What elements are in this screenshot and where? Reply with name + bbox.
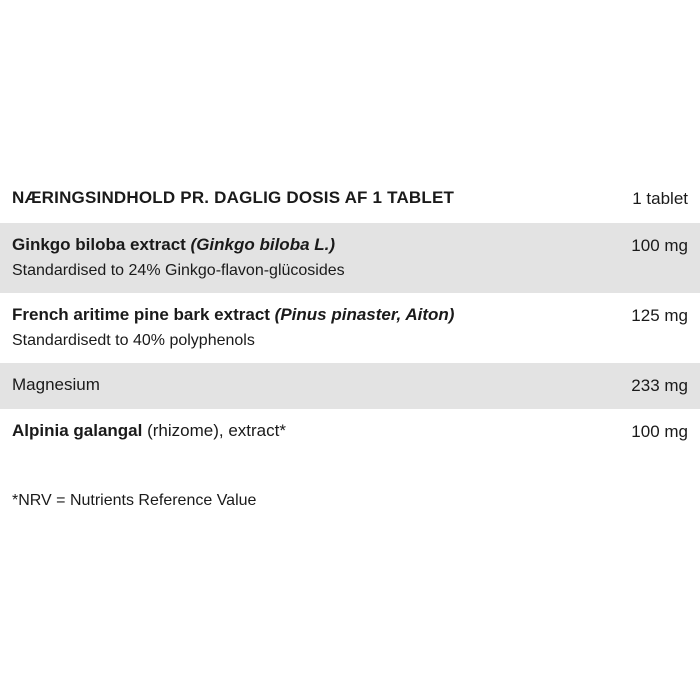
nrv-footnote: *NRV = Nutrients Reference Value — [12, 492, 257, 509]
ingredient-cell — [12, 304, 631, 352]
nutrition-table — [0, 177, 700, 455]
table-header-row — [0, 177, 700, 223]
table-row — [0, 363, 700, 409]
ingredient-name — [12, 234, 615, 257]
ingredient-cell — [12, 234, 631, 282]
ingredient-name — [12, 420, 615, 443]
ingredient-name-text: French aritime pine bark extract — [12, 305, 270, 325]
ingredient-qualifier: (rhizome), extract* — [142, 421, 286, 441]
ingredient-latin-name: (Pinus pinaster, Aiton) — [269, 305, 455, 325]
ingredient-cell — [12, 374, 631, 397]
table-header-left — [12, 187, 632, 209]
ingredient-latin-name: (Ginkgo biloba L.) — [185, 234, 336, 254]
ingredient-amount: 100 mg — [631, 422, 688, 442]
ingredient-amount: 125 mg — [631, 306, 688, 326]
ingredient-amount: 100 mg — [631, 235, 688, 255]
ingredient-description: Standardisedt to 40% polyphenols — [12, 332, 255, 349]
table-row — [0, 409, 700, 455]
ingredient-name — [12, 374, 615, 397]
ingredient-amount: 233 mg — [631, 376, 688, 396]
table-header-title: NÆRINGSINDHOLD PR. DAGLIG DOSIS AF 1 TABLET — [12, 188, 455, 207]
table-header-amount: 1 tablet — [632, 189, 688, 208]
ingredient-name-text: Alpinia galangal — [12, 421, 143, 441]
table-row — [0, 223, 700, 293]
table-row — [0, 293, 700, 363]
ingredient-cell — [12, 420, 631, 443]
ingredient-name-text: Ginkgo biloba extract — [12, 234, 186, 254]
ingredient-name-text: Magnesium — [12, 375, 100, 395]
ingredient-name — [12, 304, 615, 327]
ingredient-description: Standardised to 24% Ginkgo-flavon-glücosides — [12, 261, 345, 279]
